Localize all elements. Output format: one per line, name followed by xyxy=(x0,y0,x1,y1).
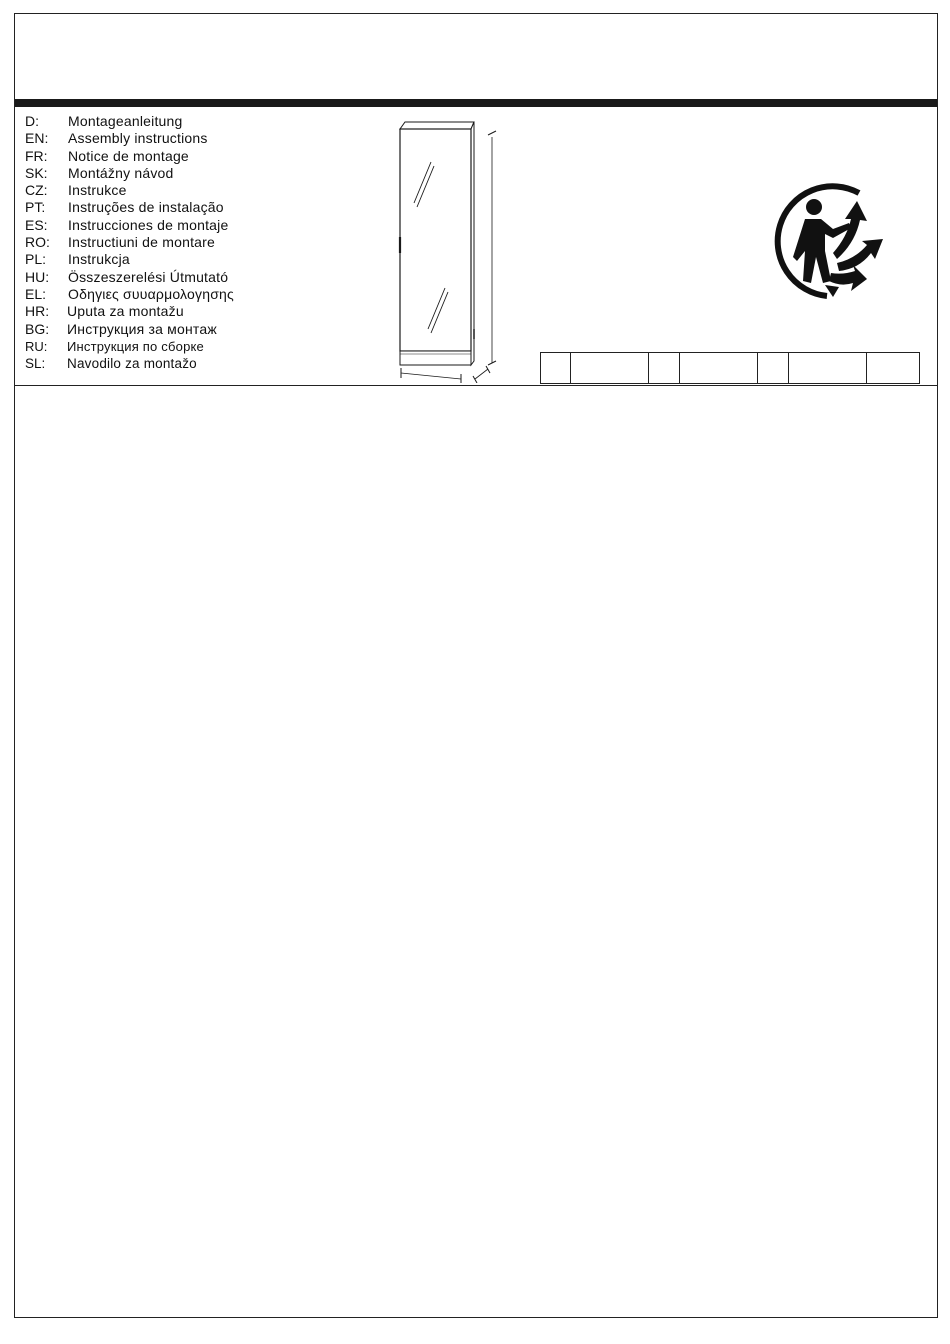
tall-mirror-cabinet-icon xyxy=(387,107,517,383)
language-item xyxy=(25,148,234,165)
table-cell xyxy=(758,353,789,384)
language-item xyxy=(25,338,234,355)
language-title: Instrucciones de montaje xyxy=(68,216,229,233)
language-code: RU: xyxy=(25,338,48,354)
language-code: D: xyxy=(25,113,39,129)
language-title: Összeszerelési Útmutató xyxy=(68,268,229,285)
table-cell xyxy=(541,353,571,384)
header-blank-area xyxy=(15,14,937,99)
triman-recycling-icon xyxy=(767,179,891,303)
language-item xyxy=(25,199,234,216)
language-item xyxy=(25,165,234,182)
language-code: HR: xyxy=(25,303,50,320)
content-area xyxy=(15,386,937,1317)
language-title: Montážny návod xyxy=(68,164,174,181)
language-item xyxy=(25,182,234,199)
language-item xyxy=(25,355,234,372)
language-title: Assembly instructions xyxy=(68,130,208,147)
language-code: BG: xyxy=(25,320,50,337)
language-item xyxy=(25,303,234,320)
language-title: Montageanleitung xyxy=(68,113,183,129)
language-title: Instruções de instalação xyxy=(68,199,224,216)
language-code: EN: xyxy=(25,130,49,147)
table-cell xyxy=(571,353,649,384)
table-cell xyxy=(867,353,920,384)
table-cell xyxy=(789,353,867,384)
language-item xyxy=(25,286,234,303)
language-title: Οδηγιες συυαρμολογησης xyxy=(68,285,234,302)
language-item xyxy=(25,321,234,338)
instruction-sheet xyxy=(14,13,938,1318)
language-title: Instructiuni de montare xyxy=(68,234,216,251)
language-item xyxy=(25,130,234,147)
language-title: Instrukce xyxy=(68,182,127,199)
language-code: ES: xyxy=(25,216,48,233)
language-title: Uputa za montažu xyxy=(67,303,184,320)
language-title: Navodilo za montažo xyxy=(67,356,197,372)
language-title: Инструкция за монтаж xyxy=(67,320,217,337)
header-divider xyxy=(15,99,937,107)
language-code: SL: xyxy=(25,356,46,372)
language-list xyxy=(25,113,234,372)
language-title: Notice de montage xyxy=(68,147,189,164)
table-cell xyxy=(649,353,680,384)
title-band xyxy=(15,107,937,385)
product-info-table xyxy=(540,352,920,384)
table-row xyxy=(541,353,920,384)
language-title: Инструкция по сборке xyxy=(67,338,204,354)
table-cell xyxy=(680,353,758,384)
language-code: SK: xyxy=(25,164,48,181)
language-item xyxy=(25,234,234,251)
language-item xyxy=(25,251,234,268)
language-code: PL: xyxy=(25,251,47,268)
language-item xyxy=(25,269,234,286)
language-code: FR: xyxy=(25,147,48,164)
language-title: Instrukcja xyxy=(68,251,130,268)
language-code: RO: xyxy=(25,234,50,251)
language-code: EL: xyxy=(25,285,47,302)
language-code: CZ: xyxy=(25,182,48,199)
language-code: PT: xyxy=(25,199,46,216)
language-item xyxy=(25,113,234,130)
language-code: HU: xyxy=(25,268,50,285)
language-item xyxy=(25,217,234,234)
